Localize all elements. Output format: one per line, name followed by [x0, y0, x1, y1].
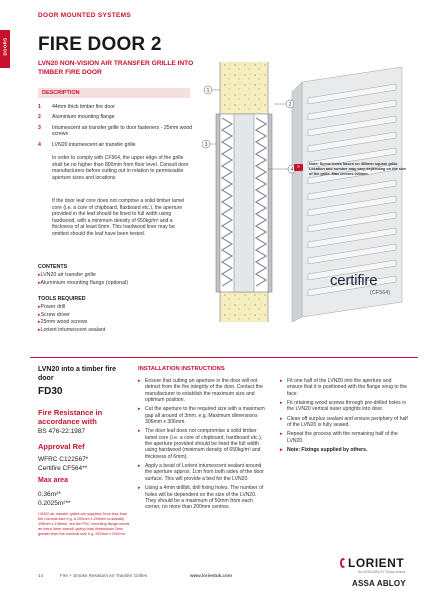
page-number: 14	[38, 573, 44, 578]
installation-step: ▸ Ensure that cutting an aperture in the door will not detract from the fire integrity of the door. Contact the manufacturer to establish the maximum size and optimum position.	[138, 378, 266, 403]
door-core-bottom	[220, 292, 268, 322]
installation-step: ▸ Clean off surplus sealant and ensure periphery of half of the LVN20 is fully sealed.	[280, 416, 408, 429]
approval-values	[38, 455, 88, 473]
description-list	[38, 104, 196, 152]
installation-header: INSTALLATION INSTRUCTIONS	[138, 366, 225, 372]
callout-1: 1	[206, 88, 210, 94]
tools-header: TOOLS REQUIRED	[38, 296, 86, 302]
installation-step: ▸ The door leaf does not compromise a solid timber lamel core (i.e. a core of chipboard, hardboard etc.), the aperture provided should be lined the full width using hardwood (minimum density of 650kg/m³ and thickness of 6mm).	[138, 428, 266, 460]
contents-item: ▸ Aluminium mounting flange (optional)	[38, 280, 128, 288]
tools-item: ▸ Lorient intumescent sealant	[38, 327, 105, 335]
mounting-flange-right	[268, 114, 272, 292]
callout-3: 3	[204, 142, 208, 148]
mounting-flange-left	[216, 114, 220, 292]
callout-4: 4	[290, 167, 294, 173]
item-text: Intumescent air transfer grille to door fasteners - 25mm wood screws	[52, 124, 193, 138]
assa-abloy-logo: ASSA ABLOY	[352, 579, 406, 588]
section-side-tab	[0, 30, 10, 68]
item-text: 44mm thick timber fire door	[52, 104, 115, 110]
tools-list	[38, 304, 105, 334]
item-number: 1	[38, 104, 41, 110]
description-header: DESCRIPTION	[38, 88, 190, 98]
lorient-logo-icon	[340, 558, 346, 568]
installation-step: ▸ Repeat the process with the remaining half of the LVN20.	[280, 431, 408, 444]
page-title: FIRE DOOR 2	[38, 34, 162, 55]
max-area-title: Max area	[38, 477, 68, 484]
side-tab-label: DOORS	[2, 37, 8, 56]
description-item	[38, 114, 196, 120]
max-area-values	[38, 490, 71, 508]
description-item	[38, 125, 196, 138]
grille-section-drawing	[202, 62, 422, 322]
fire-resistance-title: Fire Resistance in accordance with	[38, 408, 103, 426]
installation-column-2	[280, 378, 408, 456]
item-text: LVN20 intumescent air transfer grille	[52, 141, 136, 148]
grille-centre-core	[234, 114, 254, 292]
item-number: 4	[38, 141, 41, 148]
fire-standard: BS 476-22:1987	[38, 428, 85, 435]
contents-item: ▸ LVN20 air transfer grille	[38, 272, 128, 280]
tools-item: ▸ Power drill	[38, 304, 105, 312]
installation-column-1	[138, 378, 266, 514]
contents-header: CONTENTS	[38, 264, 68, 270]
installation-step: ▸ Apply a bead of Lorient intumescent sealant around the aperture approx. 1cm from both sides of the door surface. This will provide a bed for the LVN20.	[138, 463, 266, 482]
lorient-logo: LORIENT	[348, 556, 405, 570]
product-code: FD30	[38, 386, 63, 397]
note-arrow-icon: »	[294, 164, 303, 171]
lorient-tagline: An ASSA ABLOY Group brand	[358, 570, 406, 574]
section-label: DOOR MOUNTED SYSTEMS	[38, 12, 132, 19]
footer-website: www.lorientuk.com	[190, 573, 232, 578]
area-value: 0.36m²*	[38, 491, 61, 498]
footer-doc-title: Fire + Smoke Resistant Air Transfer Grilles	[60, 573, 147, 578]
drawing-note: Note: Screw holes based on 450mm square grille. Location and number may vary depending on the size of the grille. Max centres 200mm.	[309, 162, 407, 176]
certifire-code: (CF564)	[370, 290, 391, 296]
description-paragraph-1: In order to comply with CF564, the upper edge of the grille shall be no higher than 800mm from floor level. Consult door manufacturers before cutting out in relation to permissable aperture sizes and locations	[52, 155, 189, 181]
item-number: 2	[38, 114, 41, 121]
contents-list	[38, 272, 128, 287]
page-subtitle: LVN20 NON-VISION AIR TRANSFER GRILLE INTO TIMBER FIRE DOOR	[38, 60, 194, 76]
approval-ref: Certifire CF564**	[38, 465, 88, 472]
certifire-logo: certifire	[330, 272, 378, 289]
description-paragraph-2: If the door leaf core does not comprise a solid timber lamel core (i.e. a core of chipboard, flaxboard etc.), the aperture provided in the leaf should be lined to full width using hardwood, with a minimum density of 650kg/m³ and a thickness of at least 6mm. This hardwood liner may be omitted should the leaf have been tested.	[52, 198, 185, 237]
installation-step: ▸ Cut the aperture to the required size with a maximum gap all around of 3mm. e.g. Maximum dimensions 306mm x 306mm.	[138, 406, 266, 425]
description-item	[38, 142, 196, 148]
installation-note: ▸ Note: Fixings supplied by others.	[280, 447, 408, 453]
area-footnote: LVN20 air transfer grilles are supplied 2mm less than the nominal size e.g. a 200mm x 200mm is actually 198mm x 198mm, but the PVC mounting flange needs an extra 4mm overall, giving total dimensions 2mm greater than the nominal size e.g. 202mm x 202mm.	[38, 512, 130, 536]
item-text: Aluminium mounting flange	[52, 114, 115, 121]
approval-title: Approval Ref	[38, 442, 85, 451]
description-item	[38, 104, 196, 110]
callout-2: 2	[288, 102, 292, 108]
door-core-top	[220, 62, 268, 114]
tools-item: ▸ Screw driver	[38, 312, 105, 320]
tools-item: ▸ 25mm wood screws	[38, 319, 105, 327]
area-value: 0.2025m²**	[38, 500, 71, 507]
installation-step: ▸ Fit one half of the LVN20 into the aperture and ensure that it is positioned with the flange snug to the face.	[280, 378, 408, 397]
installation-step: ▸ Fit retaining wood screws through pre-drilled holes in the LVN20 vertical outer uprights into door.	[280, 400, 408, 413]
approval-ref: WFRC C122567*	[38, 456, 89, 463]
item-number: 3	[38, 124, 41, 131]
product-title: LVN20 into a timber fire door	[38, 366, 117, 382]
section-divider	[30, 357, 418, 358]
installation-step: ▸ Using a 4mm drillbit, drill fixing holes. The number of holes will be dependent on the size of the LVN20. They should be a maximum of 50mm from each corner, no more than 200mm centres.	[138, 485, 266, 510]
